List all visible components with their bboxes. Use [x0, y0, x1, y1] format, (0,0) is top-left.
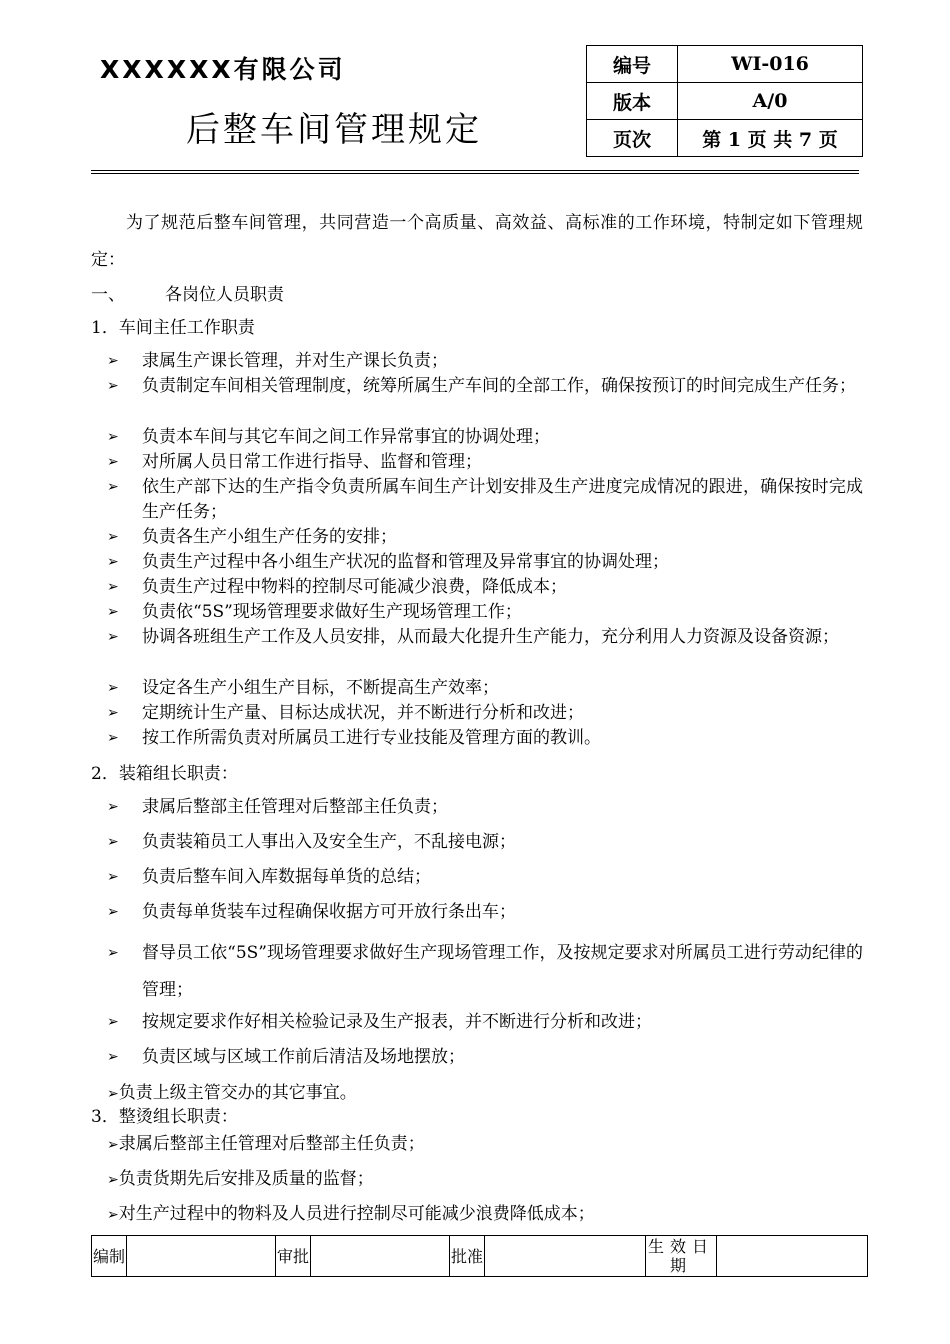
list-item — [107, 865, 863, 890]
list-item — [107, 349, 863, 374]
list-item-text: 对生产过程中的物料及人员进行控制尽可能减少浪费降低成本； — [118, 1204, 595, 1224]
company-name: XXXXXX有限公司 — [100, 55, 346, 84]
list-item-text: 设定各生产小组生产目标，不断提高生产效率； — [142, 678, 499, 698]
list-item-text: 负责装箱员工人事出入及安全生产，不乱接电源； — [142, 832, 516, 852]
bullet-arrow-icon: ➢ — [107, 529, 119, 545]
bullet-arrow-icon: ➢ — [107, 1014, 119, 1030]
list-item — [107, 374, 863, 399]
meta-value: 第 1 页 共 7 页 — [678, 120, 863, 157]
section-number: 一、 — [91, 285, 125, 305]
bullet-arrow-icon: ➢ — [107, 834, 119, 850]
bullet-arrow-icon: ➢ — [107, 629, 119, 645]
sub-heading: 2．装箱组长职责： — [91, 764, 238, 784]
list-item-text: 负责货期先后安排及质量的监督； — [118, 1169, 374, 1189]
list-item-text: 负责生产过程中各小组生产状况的监督和管理及异常事宜的协调处理； — [142, 552, 669, 572]
list-item — [107, 1168, 374, 1191]
list-item — [107, 550, 863, 575]
list-item — [107, 600, 863, 625]
section-title: 各岗位人员职责 — [165, 285, 284, 305]
bullet-arrow-icon: ➢ — [107, 479, 119, 495]
list-item — [107, 900, 863, 925]
bullet-arrow-icon: ➢ — [107, 1172, 119, 1188]
sign-field — [127, 1236, 276, 1277]
list-item — [107, 575, 863, 600]
bullet-arrow-icon: ➢ — [107, 1207, 119, 1223]
list-item-text: 负责后整车间入库数据每单货的总结； — [142, 867, 431, 887]
list-item-text: 按工作所需负责对所属员工进行专业技能及管理方面的教训。 — [142, 728, 601, 748]
list-item-text: 负责每单货装车过程确保收据方可开放行条出车； — [142, 902, 516, 922]
bullet-arrow-icon: ➢ — [107, 454, 119, 470]
sign-label-prepared: 编制 — [92, 1236, 127, 1277]
sign-field — [717, 1236, 868, 1277]
list-item-text: 隶属生产课长管理，并对生产课长负责； — [142, 351, 448, 371]
bullet-arrow-icon: ➢ — [107, 554, 119, 570]
sign-label-approved: 批准 — [450, 1236, 485, 1277]
list-item — [107, 525, 863, 550]
list-item-text: 负责制定车间相关管理制度，统筹所属生产车间的全部工作，确保按预订的时间完成生产任务； — [142, 376, 856, 396]
sign-label-effective-date: 生效日期 — [646, 1236, 717, 1277]
list-item — [107, 1045, 863, 1070]
bullet-arrow-icon: ➢ — [107, 680, 119, 696]
bullet-arrow-icon: ➢ — [107, 429, 119, 445]
list-item — [107, 1082, 357, 1105]
meta-value: A/0 — [678, 83, 863, 120]
list-item-text: 负责依“5S”现场管理要求做好生产现场管理工作； — [142, 602, 522, 622]
meta-row — [587, 46, 863, 83]
intro-paragraph: 为了规范后整车间管理，共同营造一个高质量、高效益、高标准的工作环境，特制定如下管理规定： — [91, 213, 863, 270]
list-item-text: 负责上级主管交办的其它事宜。 — [118, 1083, 357, 1103]
meta-row — [587, 83, 863, 120]
bullet-arrow-icon: ➢ — [107, 579, 119, 595]
list-item-text: 协调各班组生产工作及人员安排，从而最大化提升生产能力，充分利用人力资源及设备资源； — [142, 627, 839, 647]
list-item — [107, 676, 863, 701]
signature-table — [91, 1235, 868, 1277]
bullet-arrow-icon: ➢ — [107, 1137, 119, 1153]
signature-row — [92, 1236, 868, 1277]
list-item — [107, 475, 863, 525]
bullet-arrow-icon: ➢ — [107, 604, 119, 620]
list-item — [107, 935, 863, 1009]
bullet-arrow-icon: ➢ — [107, 730, 119, 746]
list-item — [107, 1133, 425, 1156]
bullet-arrow-icon: ➢ — [107, 378, 119, 394]
list-item-text: 负责区域与区域工作前后清洁及场地摆放； — [142, 1047, 465, 1067]
list-item-text: 依生产部下达的生产指令负责所属车间生产计划安排及生产进度完成情况的跟进，确保按时完成生产任务； — [142, 477, 863, 522]
list-item — [107, 1203, 595, 1226]
list-item — [107, 1010, 863, 1035]
header-rule — [91, 173, 859, 174]
bullet-arrow-icon: ➢ — [107, 799, 119, 815]
list-item — [107, 425, 863, 450]
sign-field — [311, 1236, 450, 1277]
document-meta-table — [586, 45, 863, 157]
document-title: 后整车间管理规定 — [186, 110, 482, 150]
list-item-text: 督导员工依“5S”现场管理要求做好生产现场管理工作，及按规定要求对所属员工进行劳动纪律的管理； — [142, 943, 863, 1000]
meta-key: 版本 — [587, 83, 678, 120]
meta-row — [587, 120, 863, 157]
bullet-arrow-icon: ➢ — [107, 869, 119, 885]
bullet-arrow-icon: ➢ — [107, 353, 119, 369]
list-item — [107, 450, 863, 475]
sub-heading: 3．整烫组长职责： — [91, 1107, 238, 1127]
list-item — [107, 726, 863, 751]
bullet-arrow-icon: ➢ — [107, 705, 119, 721]
list-item — [107, 625, 863, 650]
meta-key: 编号 — [587, 46, 678, 83]
bullet-arrow-icon: ➢ — [107, 1049, 119, 1065]
list-item — [107, 701, 863, 726]
list-item — [107, 830, 863, 855]
list-item-text: 定期统计生产量、目标达成状况，并不断进行分析和改进； — [142, 703, 584, 723]
list-item-text: 负责生产过程中物料的控制尽可能减少浪费，降低成本； — [142, 577, 567, 597]
list-item-text: 按规定要求作好相关检验记录及生产报表，并不断进行分析和改进； — [142, 1012, 652, 1032]
meta-value: WI-016 — [678, 46, 863, 83]
sign-label-reviewed: 审批 — [276, 1236, 311, 1277]
list-item-text: 隶属后整部主任管理对后整部主任负责； — [118, 1134, 425, 1154]
header-rule — [91, 170, 859, 171]
bullet-arrow-icon: ➢ — [107, 1086, 119, 1102]
meta-key: 页次 — [587, 120, 678, 157]
list-item — [107, 795, 863, 820]
bullet-arrow-icon: ➢ — [107, 945, 119, 961]
bullet-arrow-icon: ➢ — [107, 904, 119, 920]
sub-heading: 1．车间主任工作职责 — [91, 318, 255, 338]
list-item-text: 对所属人员日常工作进行指导、监督和管理； — [142, 452, 482, 472]
list-item-text: 负责各生产小组生产任务的安排； — [142, 527, 397, 547]
sign-field — [485, 1236, 646, 1277]
list-item-text: 隶属后整部主任管理对后整部主任负责； — [142, 797, 448, 817]
section-heading — [91, 284, 284, 306]
list-item-text: 负责本车间与其它车间之间工作异常事宜的协调处理； — [142, 427, 550, 447]
